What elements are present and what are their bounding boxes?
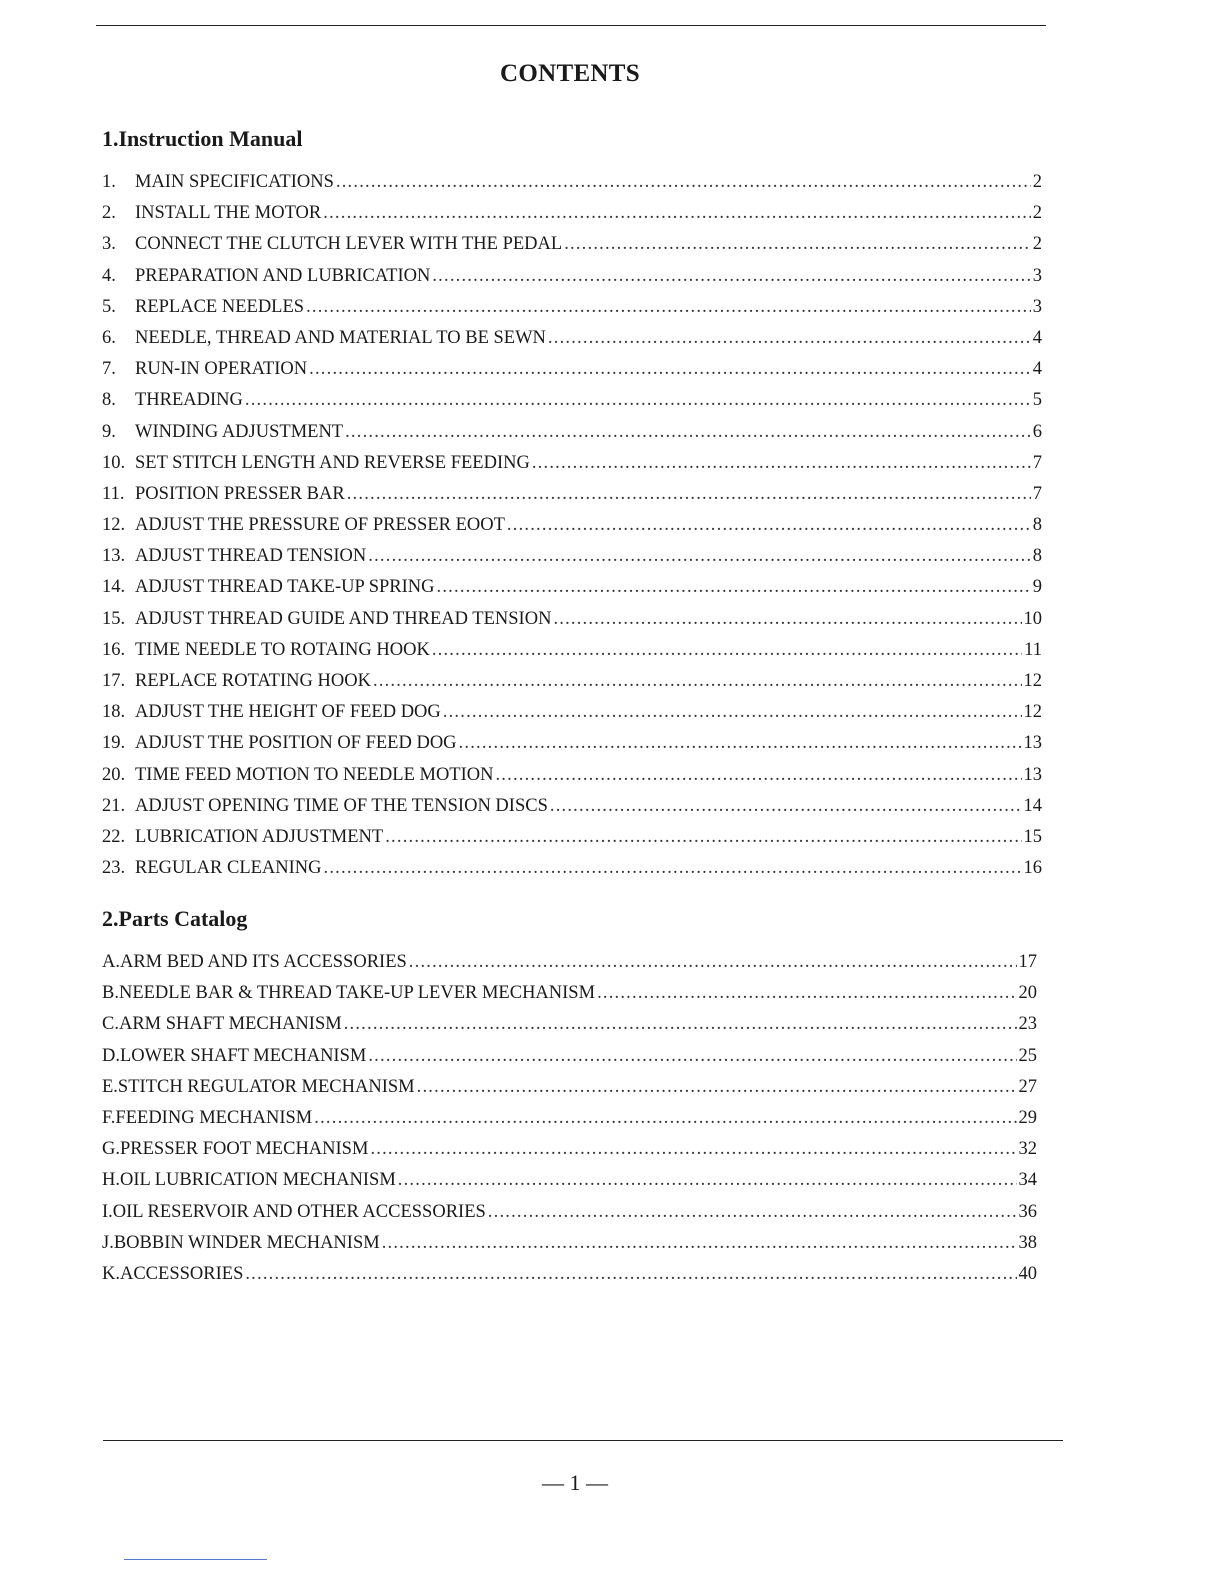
- toc-dot-leader: [245, 390, 1031, 411]
- toc-entry-number: 17.: [102, 671, 126, 691]
- toc-entry: [102, 453, 1042, 484]
- toc-entry: [102, 1170, 1037, 1201]
- toc-entry-page: 3: [1032, 265, 1042, 286]
- toc-dot-leader: [344, 1014, 1017, 1035]
- toc-entry-label: E.STITCH REGULATOR MECHANISM: [102, 1076, 415, 1097]
- toc-entry-number: 9.: [102, 421, 116, 442]
- toc-list-instruction-manual: [102, 172, 1042, 889]
- toc-dot-leader: [368, 546, 1030, 567]
- toc-list-parts-catalog: [102, 952, 1037, 1295]
- toc-dot-leader: [382, 1233, 1017, 1254]
- toc-entry-page: 4: [1032, 359, 1042, 380]
- toc-entry-label: D.LOWER SHAFT MECHANISM: [102, 1045, 367, 1066]
- toc-dot-leader: [553, 609, 1021, 630]
- toc-entry: [102, 359, 1042, 390]
- toc-entry: [102, 702, 1042, 733]
- toc-entry-page: 29: [1018, 1107, 1037, 1128]
- toc-entry-number: 7.: [102, 359, 116, 380]
- toc-dot-leader: [495, 765, 1021, 786]
- toc-entry-page: 2: [1032, 172, 1042, 192]
- toc-dot-leader: [368, 1046, 1016, 1067]
- toc-entry-number: 2.: [102, 203, 116, 224]
- toc-entry-number: 23.: [102, 858, 126, 879]
- toc-entry-page: 34: [1018, 1170, 1037, 1191]
- toc-dot-leader: [488, 1202, 1017, 1223]
- toc-entry-page: 16: [1023, 858, 1042, 879]
- toc-entry-number: 20.: [102, 764, 126, 785]
- toc-entry-page: 13: [1023, 733, 1042, 754]
- toc-entry-label: ADJUST THREAD TAKE-UP SPRING: [135, 577, 435, 598]
- toc-entry-page: 8: [1032, 546, 1042, 567]
- toc-entry-label: C.ARM SHAFT MECHANISM: [102, 1014, 342, 1035]
- toc-dot-leader: [309, 359, 1031, 380]
- toc-entry-number: 21.: [102, 795, 126, 816]
- toc-entry: [102, 827, 1042, 858]
- toc-dot-leader: [564, 234, 1031, 255]
- toc-entry: [102, 765, 1042, 796]
- toc-entry-label: K.ACCESSORIES: [102, 1263, 244, 1284]
- toc-dot-leader: [385, 827, 1021, 848]
- footer-underline-mark: [124, 1559, 267, 1560]
- toc-entry: [102, 172, 1042, 203]
- toc-dot-leader: [459, 733, 1022, 754]
- toc-dot-leader: [336, 172, 1031, 193]
- toc-entry-label: F.FEEDING MECHANISM: [102, 1107, 313, 1128]
- toc-entry: [102, 983, 1037, 1014]
- toc-entry-page: 8: [1032, 515, 1042, 536]
- toc-entry-label: ADJUST THE POSITION OF FEED DOG: [135, 733, 457, 754]
- toc-entry-number: 14.: [102, 577, 126, 598]
- toc-entry-page: 2: [1032, 203, 1042, 224]
- toc-entry-number: 12.: [102, 515, 126, 536]
- top-rule: [96, 25, 1046, 26]
- toc-entry: [102, 671, 1042, 702]
- toc-entry-label: REPLACE ROTATING HOOK: [135, 671, 371, 691]
- toc-dot-leader: [432, 640, 1022, 661]
- toc-entry-page: 12: [1023, 702, 1042, 723]
- toc-entry: [102, 733, 1042, 764]
- toc-entry-page: 20: [1018, 983, 1037, 1004]
- toc-entry-page: 5: [1032, 390, 1042, 411]
- toc-dot-leader: [417, 1077, 1017, 1098]
- toc-entry-label: A.ARM BED AND ITS ACCESSORIES: [102, 952, 407, 972]
- toc-entry-page: 40: [1018, 1263, 1037, 1284]
- toc-entry: [102, 952, 1037, 983]
- toc-entry-number: 22.: [102, 826, 126, 847]
- toc-entry-label: ADJUST THE PRESSURE OF PRESSER EOOT: [135, 515, 505, 536]
- bottom-rule: [103, 1440, 1063, 1441]
- toc-dot-leader: [306, 297, 1031, 318]
- toc-dot-leader: [347, 484, 1031, 505]
- toc-entry-label: H.OIL LUBRICATION MECHANISM: [102, 1170, 396, 1191]
- toc-dot-leader: [373, 671, 1022, 692]
- toc-dot-leader: [597, 983, 1016, 1004]
- toc-entry: [102, 1202, 1037, 1233]
- toc-entry-number: 8.: [102, 390, 116, 411]
- toc-entry: [102, 1046, 1037, 1077]
- toc-entry: [102, 1264, 1037, 1295]
- toc-dot-leader: [443, 702, 1022, 723]
- toc-dot-leader: [548, 328, 1031, 349]
- toc-dot-leader: [245, 1264, 1016, 1285]
- toc-entry-label: ADJUST THREAD TENSION: [135, 546, 367, 567]
- toc-dot-leader: [437, 577, 1031, 598]
- toc-entry: [102, 640, 1042, 671]
- toc-dot-leader: [323, 203, 1030, 224]
- toc-entry: [102, 546, 1042, 577]
- toc-entry-number: 4.: [102, 265, 116, 286]
- toc-dot-leader: [532, 453, 1031, 474]
- toc-entry-page: 17: [1018, 952, 1037, 972]
- toc-entry: [102, 297, 1042, 328]
- toc-entry-page: 12: [1023, 671, 1042, 691]
- toc-entry-label: NEEDLE, THREAD AND MATERIAL TO BE SEWN: [135, 327, 546, 348]
- toc-entry-number: 19.: [102, 733, 126, 754]
- toc-entry-label: ADJUST OPENING TIME OF THE TENSION DISCS: [135, 795, 548, 816]
- toc-dot-leader: [550, 796, 1022, 817]
- toc-entry: [102, 577, 1042, 608]
- toc-entry-page: 9: [1032, 577, 1042, 598]
- toc-entry-label: INSTALL THE MOTOR: [135, 203, 322, 224]
- toc-entry-label: J.BOBBIN WINDER MECHANISM: [102, 1232, 380, 1253]
- toc-entry-page: 25: [1018, 1045, 1037, 1066]
- toc-entry: [102, 1139, 1037, 1170]
- toc-entry: [102, 609, 1042, 640]
- toc-entry-number: 16.: [102, 639, 126, 660]
- toc-entry-number: 1.: [102, 172, 116, 192]
- toc-entry-page: 13: [1023, 764, 1042, 785]
- toc-dot-leader: [432, 266, 1030, 287]
- toc-entry-number: 15.: [102, 608, 126, 629]
- toc-dot-leader: [314, 1108, 1016, 1129]
- toc-entry-label: G.PRESSER FOOT MECHANISM: [102, 1139, 369, 1160]
- toc-dot-leader: [345, 422, 1031, 443]
- toc-entry: [102, 1014, 1037, 1045]
- toc-entry-label: I.OIL RESERVOIR AND OTHER ACCESSORIES: [102, 1201, 486, 1222]
- section-heading-parts-catalog: 2.Parts Catalog: [102, 906, 248, 931]
- toc-entry-label: REGULAR CLEANING: [135, 858, 322, 879]
- toc-entry: [102, 422, 1042, 453]
- toc-entry-page: 27: [1018, 1076, 1037, 1097]
- toc-entry-page: 32: [1018, 1139, 1037, 1160]
- toc-entry: [102, 858, 1042, 889]
- toc-entry-label: RUN-IN OPERATION: [135, 359, 308, 380]
- toc-entry-number: 10.: [102, 452, 126, 473]
- toc-entry-page: 14: [1023, 795, 1042, 816]
- toc-entry: [102, 1108, 1037, 1139]
- toc-entry-page: 11: [1024, 639, 1042, 660]
- toc-entry-label: POSITION PRESSER BAR: [135, 483, 345, 504]
- toc-entry-label: LUBRICATION ADJUSTMENT: [135, 826, 384, 847]
- section-heading-instruction-manual: 1.Instruction Manual: [102, 126, 303, 151]
- toc-entry-number: 11.: [102, 483, 125, 504]
- toc-dot-leader: [409, 952, 1017, 973]
- toc-entry: [102, 203, 1042, 234]
- toc-entry-label: REPLACE NEEDLES: [135, 296, 305, 317]
- toc-entry-number: 13.: [102, 546, 126, 567]
- toc-entry: [102, 328, 1042, 359]
- toc-entry-number: 5.: [102, 296, 116, 317]
- toc-entry-page: 6: [1032, 421, 1042, 442]
- toc-entry-label: ADJUST THE HEIGHT OF FEED DOG: [135, 702, 441, 723]
- toc-entry-label: B.NEEDLE BAR & THREAD TAKE-UP LEVER MECHANISM: [102, 983, 596, 1004]
- toc-entry: [102, 515, 1042, 546]
- toc-entry-label: PREPARATION AND LUBRICATION: [135, 265, 431, 286]
- toc-entry-number: 18.: [102, 702, 126, 723]
- toc-entry-page: 36: [1018, 1201, 1037, 1222]
- toc-entry-page: 4: [1032, 327, 1042, 348]
- toc-entry-number: 6.: [102, 327, 116, 348]
- toc-dot-leader: [398, 1170, 1017, 1191]
- toc-entry-label: TIME NEEDLE TO ROTAING HOOK: [135, 639, 430, 660]
- page-number: — 1 —: [542, 1470, 608, 1495]
- page-title: CONTENTS: [500, 60, 640, 87]
- toc-entry: [102, 1233, 1037, 1264]
- toc-entry-label: ADJUST THREAD GUIDE AND THREAD TENSION: [135, 608, 552, 629]
- toc-entry-label: MAIN SPECIFICATIONS: [135, 172, 334, 192]
- toc-entry: [102, 266, 1042, 297]
- toc-entry-page: 23: [1018, 1014, 1037, 1035]
- toc-entry-page: 7: [1032, 452, 1042, 473]
- toc-entry-page: 15: [1023, 826, 1042, 847]
- toc-entry-page: 38: [1018, 1232, 1037, 1253]
- toc-entry-page: 2: [1032, 234, 1042, 255]
- toc-entry: [102, 796, 1042, 827]
- toc-entry-label: THREADING: [135, 390, 243, 411]
- toc-entry-label: WINDING ADJUSTMENT: [135, 421, 344, 442]
- toc-entry: [102, 1077, 1037, 1108]
- toc-entry-number: 3.: [102, 234, 116, 255]
- toc-entry: [102, 390, 1042, 421]
- toc-dot-leader: [370, 1139, 1016, 1160]
- toc-entry-label: TIME FEED MOTION TO NEEDLE MOTION: [135, 764, 494, 785]
- toc-entry-page: 3: [1032, 296, 1042, 317]
- toc-dot-leader: [324, 858, 1022, 879]
- toc-entry: [102, 484, 1042, 515]
- toc-entry-label: CONNECT THE CLUTCH LEVER WITH THE PEDAL: [135, 234, 563, 255]
- toc-dot-leader: [507, 515, 1031, 536]
- toc-entry-page: 7: [1032, 483, 1042, 504]
- toc-entry: [102, 234, 1042, 265]
- toc-entry-label: SET STITCH LENGTH AND REVERSE FEEDING: [135, 452, 530, 473]
- toc-entry-page: 10: [1023, 608, 1042, 629]
